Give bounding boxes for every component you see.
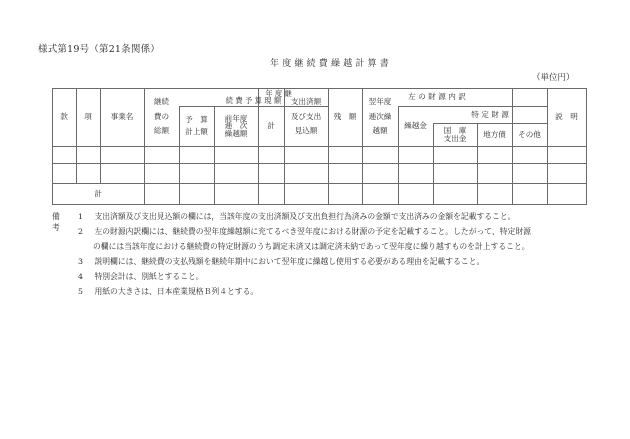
note-item [78,271,204,282]
form-number: 様式第19号（第21条関係） [38,44,160,55]
header-text: 年 度 継 [265,88,292,98]
header-setsumei: 説 明 [555,112,578,122]
header-text: 継続 [153,97,170,107]
table-row [52,163,586,183]
note-text: 支出済額及び支出見込額の欄には，当該年度の支出済額及び支出負担行為済みの金額で支出済みの金額を記載すること。 [94,212,516,221]
header-kei: 計 [267,121,275,131]
note-number: 2 [78,227,83,236]
header-kokko-shishutsukin [433,123,477,146]
notes-label: 備考 [52,212,60,232]
header-text: 総額 [153,126,170,136]
total-row-label: 計 [94,188,102,198]
header-text: 支出金 [443,133,467,143]
note-text: 説明欄には、継続費の支払残額を継続年期中において翌年度に繰越し使用する必要がある理由を記載すること。 [94,257,485,266]
header-shishutsu-zumigaku [284,88,328,146]
header-kou: 項 [84,112,92,122]
header-kan: 款 [60,112,68,122]
header-text: 予 算 [185,114,208,124]
note-number: 1 [78,212,83,221]
header-keizokuhi-sougaku [144,88,179,146]
header-text: 越額 [372,126,388,136]
carryover-table [52,88,586,204]
header-text: 国 庫 [443,125,467,135]
note-item [78,256,484,267]
header-text: 及び支出 [290,111,322,121]
header-text: 計上額 [185,127,208,136]
unit-label: （単位円） [532,73,575,83]
table-row [52,146,586,163]
header-text: 費の [153,111,170,121]
header-text: 支出済額 [290,97,322,107]
note-text: 特別会計は、別紙とすること。 [94,272,204,281]
document-title: 年度継続費繰越計算書 [270,59,393,69]
header-text: 逓次繰 [368,111,392,121]
note-number: 4 [78,272,83,281]
header-text: 繰越額 [224,128,248,138]
header-kurikoshikin: 繰越金 [404,121,427,131]
header-text: 前年度 [224,113,248,123]
header-tokutei-zaigen: 特 定 財 源 [471,109,509,119]
header-yosan-keijougaku [179,106,214,146]
note-item [78,286,258,297]
header-chihousai: 地方債 [483,129,506,139]
note-number: 3 [78,257,83,266]
note-text: 左の財源内訳欄には、継続費の翌年度繰越額に充てるべき翌年度における財源の予定を記載すること。したがって、特定財源 [94,227,531,236]
header-text: 続 費 予 算 現 額 [225,96,282,105]
note-number: 5 [78,287,83,296]
note-text-continued: の欄には当該年度における継続費の特定財源のうち調定未済又は調定済未納であって翌年度に繰り越すものを計上すること。 [93,242,530,251]
header-text: 逓 次 [224,121,248,131]
header-text: 翌年度 [368,97,392,107]
header-hidari-zaigen-uchiwake: 左 の 財 源 内 訳 [408,92,466,102]
note-item [78,226,531,237]
header-sonota: その他 [518,129,541,139]
header-text: 見込額 [294,126,318,136]
note-item [78,211,515,222]
header-zangaku: 残 額 [333,112,357,122]
note-text: 用紙の大きさは、日本産業規格Ｂ列４とする。 [94,287,259,296]
header-jigyou-mei: 事業名 [110,112,134,122]
header-zennendo-kurikoshigaku [214,106,258,146]
